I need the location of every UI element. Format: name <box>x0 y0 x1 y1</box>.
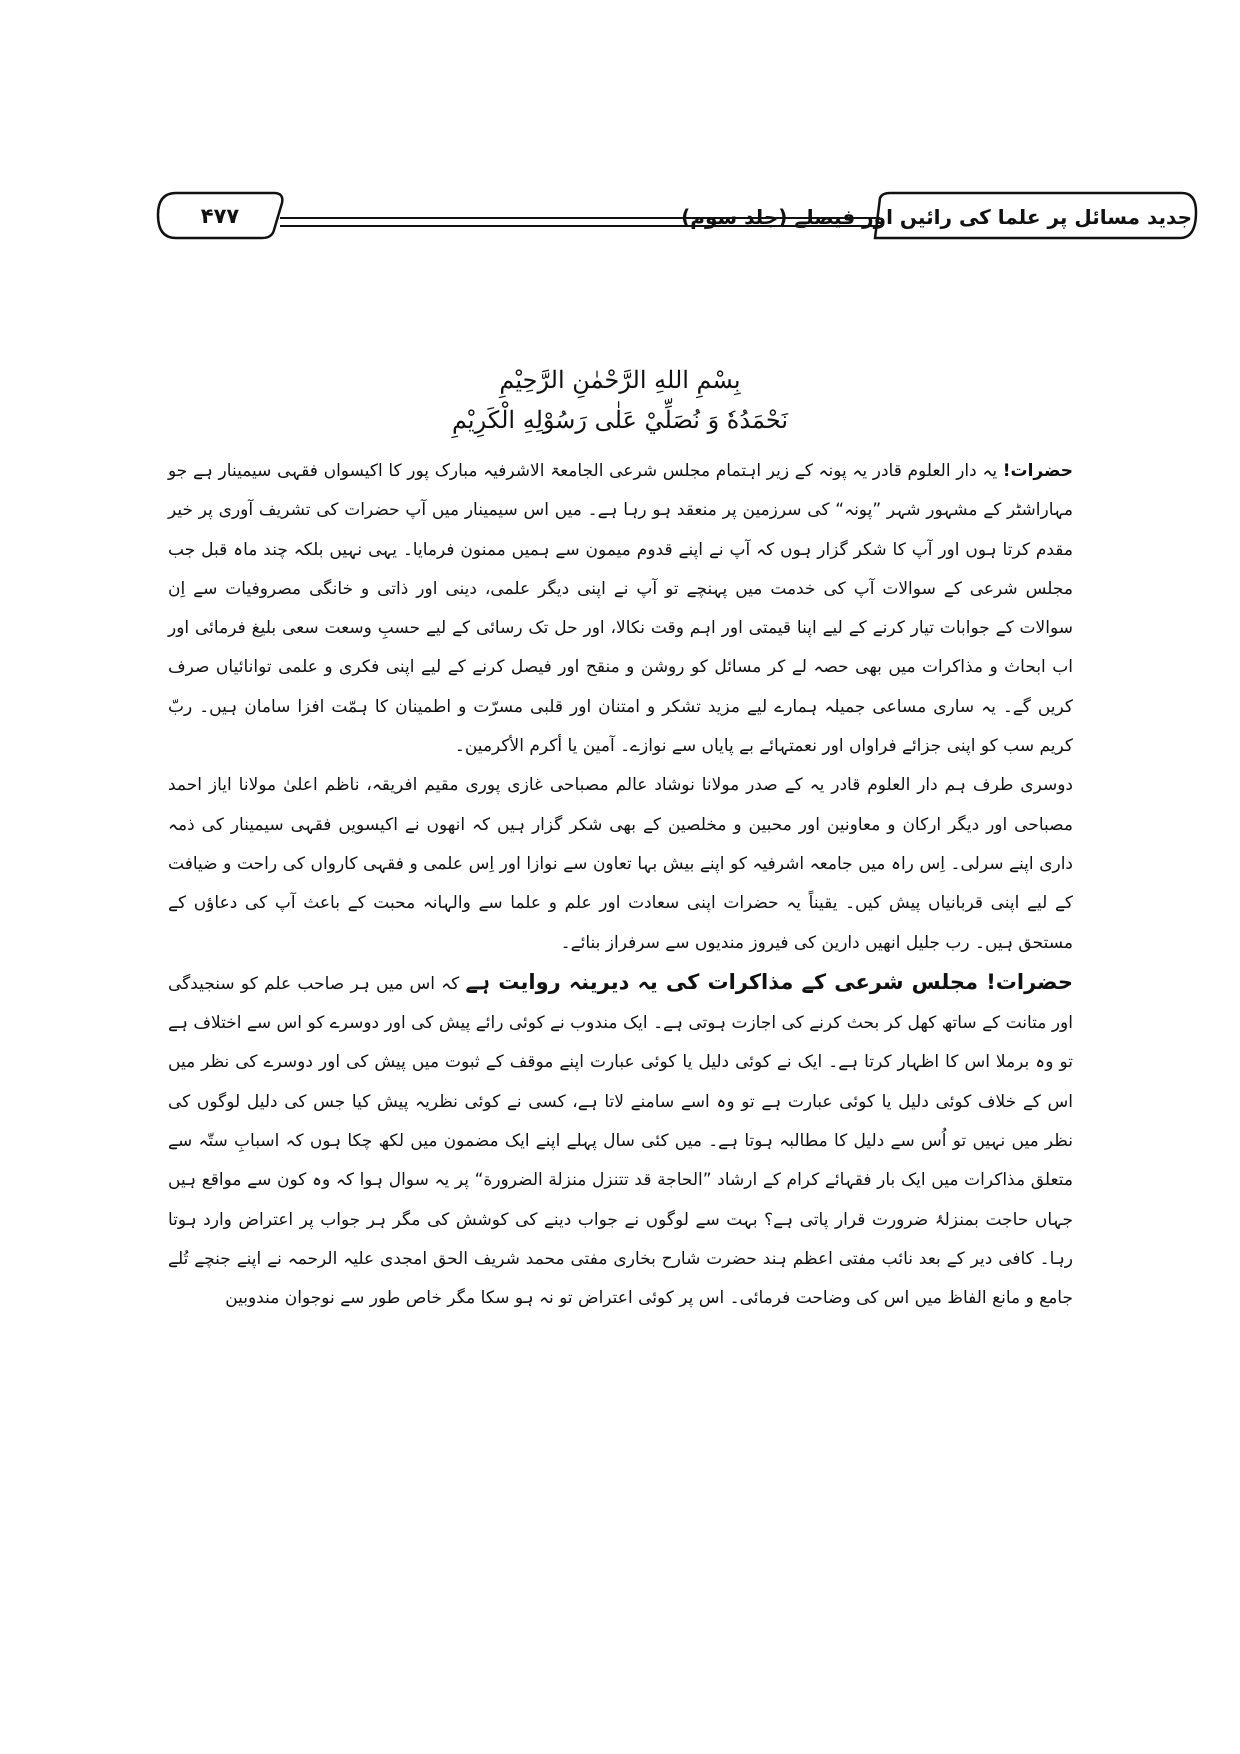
page-number: ۴۷۷ <box>200 204 240 228</box>
paragraph-1 <box>168 452 1073 766</box>
paragraph-3-text: کہ اس میں ہر صاحب علم کو سنجیدگی اور متانت کے ساتھ کھل کر بحث کرنے کی اجازت ہوتی ہے۔ ایک مندوب نے کوئی رائے پیش کی اور دوسرے کو اس سے اختلاف ہے تو وہ برملا اس کا اظہار کرتا ہے۔ ایک نے کوئی دلیل یا کوئی عبارت اپنے موقف کے ثبوت میں پیش کی اور دوسرے کی نظر میں اس کے خلاف کوئی دلیل یا کوئی عبارت ہے تو وہ اسے سامنے لاتا ہے، کسی نے کوئی نظریہ پیش کیا جس کی دلیل لوگوں کی نظر میں نہیں تو اُس سے دلیل کا مطالبہ ہوتا ہے۔ میں کئی سال پہلے اپنے ایک مضمون میں لکھ چکا ہوں کہ اسبابِ ستّہ سے متعلق مذاکرات میں ایک بار فقہائے کرام کے ارشاد ”الحاجة قد تتنزل منزلة الضرورة“ پر یہ سوال ہوا کہ وہ کون سے مواقع ہیں جہاں حاجت بمنزلۂ ضرورت قرار پاتی ہے؟ بہت سے لوگوں نے جواب دینے کی کوشش کی مگر ہر جواب پر اعتراض وارد ہوتا رہا۔ کافی دیر کے بعد نائب مفتی اعظم ہند حضرت شارح بخاری مفتی محمد شریف الحق امجدی علیہ الرحمہ نے اپنے جنچے تُلے جامع و مانع الفاظ میں اس کی وضاحت فرمائی۔ اس پر کوئی اعتراض تو نہ ہو سکا مگر خاص طور سے نوجوان مندوبین <box>168 973 1073 1309</box>
body-text <box>168 452 1073 1319</box>
durood: نَحْمَدُهٗ وَ نُصَلِّيْ عَلٰى رَسُوْلِهِ الْكَرِيْمِ <box>451 406 789 434</box>
paragraph-1-text: یہ دار العلوم قادر یہ پونہ کے زیر اہتمام مجلس شرعی الجامعۃ الاشرفیہ مبارک پور کا اکیسواں فقہی سیمینار ہے جو مہاراشٹر کے مشہور شہر ”پونہ“ کی سرزمین پر منعقد ہو رہا ہے۔ میں اس سیمینار میں آپ حضرات کی تشریف آوری پر خیر مقدم کرتا ہوں اور آپ کا شکر گزار ہوں کہ آپ نے اپنے قدوم میمون سے ہمیں ممنون فرمایا۔ یہی نہیں بلکہ چند ماہ قبل جب مجلس شرعی کے سوالات آپ کی خدمت میں پہنچے تو آپ نے اپنی دیگر علمی، دینی اور ذاتی و خانگی مصروفیات سے اِن سوالات کے جوابات تیار کرنے کے لیے اپنا قیمتی اور اہم وقت نکالا، اور حل تک رسائی کے لیے حسبِ وسعت سعی بلیغ فرمائی اور اب ابحاث و مذاکرات میں بھی حصہ لے کر مسائل کو روشن و منقح اور فیصل کرنے کے لیے اپنی فکری و علمی توانائیاں صرف کریں گے۔ یہ ساری مساعی جمیلہ ہمارے لیے مزید تشکر و امتنان اور قلبی مسرّت و اطمینان کا ہمّت افزا سامان ہیں۔ ربّ کریم سب کو اپنی جزائے فراواں اور نعمتہائے بے پایاں سے نوازے۔ آمین یا أکرم الأکرمین۔ <box>168 461 1073 757</box>
bismillah: بِسْمِ اللهِ الرَّحْمٰنِ الرَّحِيْمِ <box>499 366 741 394</box>
paragraph-1-lead: حضرات! <box>1002 461 1073 481</box>
paragraph-2: دوسری طرف ہم دار العلوم قادر یہ کے صدر مولانا نوشاد عالم مصباحی غازی پوری مقیم افریقہ، ناظم اعلیٰ مولانا ایاز احمد مصباحی اور دیگر ارکان و معاونین اور محبین و مخلصین کے بھی شکر گزار ہیں کہ انھوں نے اکیسویں فقہی سیمینار کی ذمہ داری اپنے سرلی۔ اِس راہ میں جامعہ اشرفیہ کو اپنے بیش بہا تعاون سے نوازا اور اِس علمی و فقہی کارواں کی راحت و ضیافت کے لیے اپنی قربانیاں پیش کیں۔ یقیناً یہ حضرات اپنی سعادت اور علم و علما سے والہانہ محبت کے باعث آپ کی دعاؤں کے مستحق ہیں۔ رب جلیل انھیں دارین کی فیروز مندیوں سے سرفراز بنائے۔ <box>168 775 1074 953</box>
paragraph-3-lead: حضرات! مجلس شرعی کے مذاکرات کی یہ دیرینہ روایت ہے <box>465 969 1073 994</box>
book-title: جدید مسائل پر علما کی رائیں اور فیصلے (جلد سوم) <box>681 205 1192 229</box>
paragraph-3 <box>168 963 1073 1319</box>
